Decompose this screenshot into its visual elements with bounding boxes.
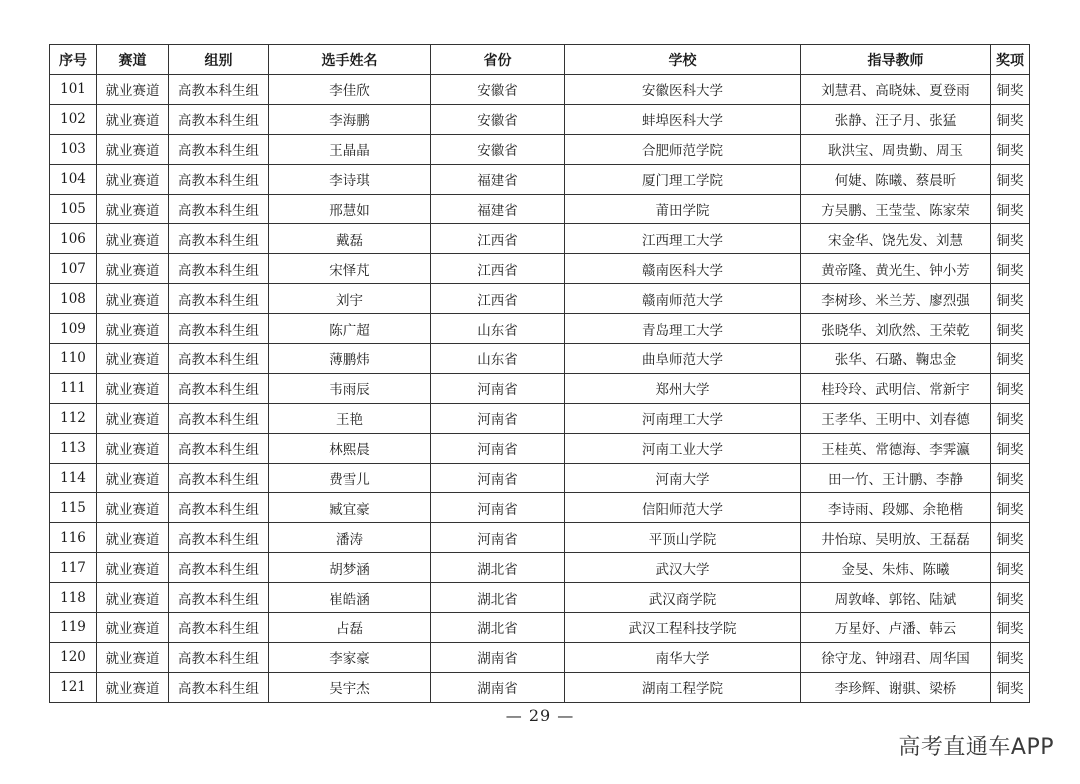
- cell-group: 高教本科生组: [169, 314, 269, 344]
- table-row: [50, 254, 1030, 284]
- cell-index: 115: [50, 493, 97, 523]
- cell-teachers: 方吴鹏、王莹莹、陈家荣: [801, 194, 991, 224]
- cell-award: 铜奖: [991, 373, 1030, 403]
- cell-name: 刘宇: [269, 284, 431, 314]
- cell-teachers: 张静、汪子月、张猛: [801, 104, 991, 134]
- cell-award: 铜奖: [991, 284, 1030, 314]
- table-body: [50, 75, 1030, 703]
- cell-award: 铜奖: [991, 403, 1030, 433]
- cell-index: 101: [50, 75, 97, 105]
- cell-province: 河南省: [431, 373, 565, 403]
- cell-group: 高教本科生组: [169, 254, 269, 284]
- cell-name: 李海鹏: [269, 104, 431, 134]
- cell-province: 河南省: [431, 493, 565, 523]
- cell-group: 高教本科生组: [169, 194, 269, 224]
- cell-group: 高教本科生组: [169, 523, 269, 553]
- cell-award: 铜奖: [991, 134, 1030, 164]
- cell-award: 铜奖: [991, 642, 1030, 672]
- cell-province: 福建省: [431, 194, 565, 224]
- cell-track: 就业赛道: [97, 433, 169, 463]
- cell-award: 铜奖: [991, 523, 1030, 553]
- cell-school: 赣南医科大学: [565, 254, 801, 284]
- cell-index: 120: [50, 642, 97, 672]
- cell-province: 江西省: [431, 254, 565, 284]
- cell-province: 河南省: [431, 433, 565, 463]
- cell-school: 厦门理工学院: [565, 164, 801, 194]
- cell-award: 铜奖: [991, 672, 1030, 702]
- cell-track: 就业赛道: [97, 523, 169, 553]
- cell-province: 福建省: [431, 164, 565, 194]
- cell-teachers: 李树珍、米兰芳、廖烈强: [801, 284, 991, 314]
- cell-index: 102: [50, 104, 97, 134]
- cell-school: 河南理工大学: [565, 403, 801, 433]
- cell-name: 胡梦涵: [269, 553, 431, 583]
- cell-track: 就业赛道: [97, 134, 169, 164]
- cell-province: 河南省: [431, 403, 565, 433]
- cell-province: 安徽省: [431, 134, 565, 164]
- cell-school: 河南工业大学: [565, 433, 801, 463]
- cell-name: 王艳: [269, 403, 431, 433]
- cell-teachers: 刘慧君、高晓妹、夏登雨: [801, 75, 991, 105]
- cell-index: 110: [50, 344, 97, 374]
- cell-teachers: 万星妤、卢潘、韩云: [801, 613, 991, 643]
- cell-index: 112: [50, 403, 97, 433]
- table-row: [50, 583, 1030, 613]
- cell-award: 铜奖: [991, 433, 1030, 463]
- table-row: [50, 75, 1030, 105]
- cell-name: 宋怿芃: [269, 254, 431, 284]
- cell-award: 铜奖: [991, 224, 1030, 254]
- cell-track: 就业赛道: [97, 613, 169, 643]
- cell-province: 江西省: [431, 284, 565, 314]
- cell-track: 就业赛道: [97, 254, 169, 284]
- cell-school: 平顶山学院: [565, 523, 801, 553]
- cell-group: 高教本科生组: [169, 433, 269, 463]
- cell-province: 湖南省: [431, 672, 565, 702]
- cell-track: 就业赛道: [97, 463, 169, 493]
- cell-index: 116: [50, 523, 97, 553]
- cell-group: 高教本科生组: [169, 373, 269, 403]
- cell-index: 108: [50, 284, 97, 314]
- cell-school: 安徽医科大学: [565, 75, 801, 105]
- cell-award: 铜奖: [991, 553, 1030, 583]
- table-row: [50, 134, 1030, 164]
- cell-index: 109: [50, 314, 97, 344]
- cell-award: 铜奖: [991, 463, 1030, 493]
- cell-group: 高教本科生组: [169, 672, 269, 702]
- cell-school: 蚌埠医科大学: [565, 104, 801, 134]
- cell-index: 119: [50, 613, 97, 643]
- cell-school: 郑州大学: [565, 373, 801, 403]
- cell-index: 117: [50, 553, 97, 583]
- cell-school: 河南大学: [565, 463, 801, 493]
- table-row: [50, 224, 1030, 254]
- cell-index: 121: [50, 672, 97, 702]
- cell-group: 高教本科生组: [169, 284, 269, 314]
- cell-name: 李诗琪: [269, 164, 431, 194]
- cell-index: 107: [50, 254, 97, 284]
- header-cell-track: 赛道: [97, 45, 169, 75]
- cell-teachers: 耿洪宝、周贵勤、周玉: [801, 134, 991, 164]
- cell-name: 林熙晨: [269, 433, 431, 463]
- cell-teachers: 桂玲玲、武明信、常新宇: [801, 373, 991, 403]
- cell-province: 安徽省: [431, 75, 565, 105]
- cell-province: 湖南省: [431, 642, 565, 672]
- table-row: [50, 284, 1030, 314]
- cell-school: 赣南师范大学: [565, 284, 801, 314]
- cell-name: 邢慧如: [269, 194, 431, 224]
- header-cell-name: 选手姓名: [269, 45, 431, 75]
- cell-track: 就业赛道: [97, 403, 169, 433]
- cell-name: 李佳欣: [269, 75, 431, 105]
- cell-track: 就业赛道: [97, 164, 169, 194]
- table-row: [50, 164, 1030, 194]
- cell-index: 105: [50, 194, 97, 224]
- cell-index: 103: [50, 134, 97, 164]
- cell-teachers: 张华、石璐、鞠忠金: [801, 344, 991, 374]
- cell-award: 铜奖: [991, 164, 1030, 194]
- cell-group: 高教本科生组: [169, 613, 269, 643]
- cell-track: 就业赛道: [97, 314, 169, 344]
- cell-group: 高教本科生组: [169, 583, 269, 613]
- cell-name: 李家豪: [269, 642, 431, 672]
- cell-teachers: 周敦峰、郭铭、陆斌: [801, 583, 991, 613]
- cell-name: 吴宇杰: [269, 672, 431, 702]
- page-number: — 29 —: [505, 706, 575, 725]
- table-row: [50, 493, 1030, 523]
- cell-index: 118: [50, 583, 97, 613]
- header-cell-school: 学校: [565, 45, 801, 75]
- cell-province: 湖北省: [431, 553, 565, 583]
- cell-school: 湖南工程学院: [565, 672, 801, 702]
- cell-track: 就业赛道: [97, 373, 169, 403]
- cell-school: 莆田学院: [565, 194, 801, 224]
- cell-school: 信阳师范大学: [565, 493, 801, 523]
- cell-track: 就业赛道: [97, 672, 169, 702]
- cell-track: 就业赛道: [97, 344, 169, 374]
- cell-award: 铜奖: [991, 314, 1030, 344]
- table-row: [50, 433, 1030, 463]
- cell-province: 江西省: [431, 224, 565, 254]
- cell-award: 铜奖: [991, 613, 1030, 643]
- cell-track: 就业赛道: [97, 284, 169, 314]
- cell-award: 铜奖: [991, 493, 1030, 523]
- table-row: [50, 523, 1030, 553]
- cell-name: 臧宜豪: [269, 493, 431, 523]
- table-header-row: [50, 45, 1030, 75]
- cell-school: 武汉商学院: [565, 583, 801, 613]
- table-row: [50, 314, 1030, 344]
- table-row: [50, 104, 1030, 134]
- cell-name: 潘涛: [269, 523, 431, 553]
- table-row: [50, 194, 1030, 224]
- cell-track: 就业赛道: [97, 583, 169, 613]
- results-table: [49, 44, 1030, 703]
- cell-name: 王晶晶: [269, 134, 431, 164]
- cell-name: 费雪儿: [269, 463, 431, 493]
- cell-teachers: 井怡琼、吴明放、王磊磊: [801, 523, 991, 553]
- cell-track: 就业赛道: [97, 104, 169, 134]
- cell-index: 111: [50, 373, 97, 403]
- cell-group: 高教本科生组: [169, 463, 269, 493]
- header-cell-teachers: 指导教师: [801, 45, 991, 75]
- header-cell-province: 省份: [431, 45, 565, 75]
- cell-teachers: 田一竹、王计鹏、李静: [801, 463, 991, 493]
- cell-teachers: 张晓华、刘欣然、王荣乾: [801, 314, 991, 344]
- cell-teachers: 李诗雨、段娜、余艳楷: [801, 493, 991, 523]
- cell-track: 就业赛道: [97, 194, 169, 224]
- cell-index: 114: [50, 463, 97, 493]
- cell-group: 高教本科生组: [169, 75, 269, 105]
- cell-teachers: 宋金华、饶先发、刘慧: [801, 224, 991, 254]
- table-row: [50, 553, 1030, 583]
- cell-award: 铜奖: [991, 104, 1030, 134]
- table-row: [50, 344, 1030, 374]
- cell-name: 崔皓涵: [269, 583, 431, 613]
- cell-track: 就业赛道: [97, 642, 169, 672]
- cell-group: 高教本科生组: [169, 104, 269, 134]
- results-table-container: [49, 44, 1029, 703]
- cell-teachers: 黄帝隆、黄光生、钟小芳: [801, 254, 991, 284]
- cell-group: 高教本科生组: [169, 344, 269, 374]
- table-row: [50, 463, 1030, 493]
- header-cell-index: 序号: [50, 45, 97, 75]
- cell-school: 武汉大学: [565, 553, 801, 583]
- cell-teachers: 王孝华、王明中、刘春德: [801, 403, 991, 433]
- cell-group: 高教本科生组: [169, 224, 269, 254]
- cell-province: 河南省: [431, 523, 565, 553]
- cell-name: 韦雨辰: [269, 373, 431, 403]
- cell-index: 106: [50, 224, 97, 254]
- cell-name: 戴磊: [269, 224, 431, 254]
- cell-name: 占磊: [269, 613, 431, 643]
- cell-name: 薄鹏炜: [269, 344, 431, 374]
- table-row: [50, 403, 1030, 433]
- cell-teachers: 王桂英、常德海、李霁瀛: [801, 433, 991, 463]
- watermark-text: 高考直通车APP: [898, 735, 1054, 760]
- cell-award: 铜奖: [991, 254, 1030, 284]
- cell-teachers: 徐守龙、钟翊君、周华国: [801, 642, 991, 672]
- cell-award: 铜奖: [991, 583, 1030, 613]
- cell-group: 高教本科生组: [169, 642, 269, 672]
- cell-track: 就业赛道: [97, 493, 169, 523]
- cell-group: 高教本科生组: [169, 164, 269, 194]
- cell-school: 江西理工大学: [565, 224, 801, 254]
- cell-index: 104: [50, 164, 97, 194]
- cell-teachers: 李珍辉、谢骐、梁桥: [801, 672, 991, 702]
- cell-award: 铜奖: [991, 344, 1030, 374]
- cell-province: 湖北省: [431, 583, 565, 613]
- cell-school: 武汉工程科技学院: [565, 613, 801, 643]
- cell-track: 就业赛道: [97, 224, 169, 254]
- table-row: [50, 642, 1030, 672]
- cell-track: 就业赛道: [97, 553, 169, 583]
- header-cell-award: 奖项: [991, 45, 1030, 75]
- cell-name: 陈广超: [269, 314, 431, 344]
- cell-index: 113: [50, 433, 97, 463]
- cell-province: 山东省: [431, 344, 565, 374]
- cell-group: 高教本科生组: [169, 553, 269, 583]
- cell-province: 山东省: [431, 314, 565, 344]
- table-row: [50, 672, 1030, 702]
- cell-school: 合肥师范学院: [565, 134, 801, 164]
- cell-track: 就业赛道: [97, 75, 169, 105]
- cell-teachers: 何婕、陈曦、蔡晨昕: [801, 164, 991, 194]
- cell-province: 安徽省: [431, 104, 565, 134]
- cell-award: 铜奖: [991, 194, 1030, 224]
- cell-group: 高教本科生组: [169, 493, 269, 523]
- cell-award: 铜奖: [991, 75, 1030, 105]
- table-row: [50, 613, 1030, 643]
- cell-group: 高教本科生组: [169, 403, 269, 433]
- header-cell-group: 组别: [169, 45, 269, 75]
- table-row: [50, 373, 1030, 403]
- cell-teachers: 金旻、朱炜、陈曦: [801, 553, 991, 583]
- cell-school: 青岛理工大学: [565, 314, 801, 344]
- cell-province: 河南省: [431, 463, 565, 493]
- cell-province: 湖北省: [431, 613, 565, 643]
- cell-group: 高教本科生组: [169, 134, 269, 164]
- cell-school: 南华大学: [565, 642, 801, 672]
- cell-school: 曲阜师范大学: [565, 344, 801, 374]
